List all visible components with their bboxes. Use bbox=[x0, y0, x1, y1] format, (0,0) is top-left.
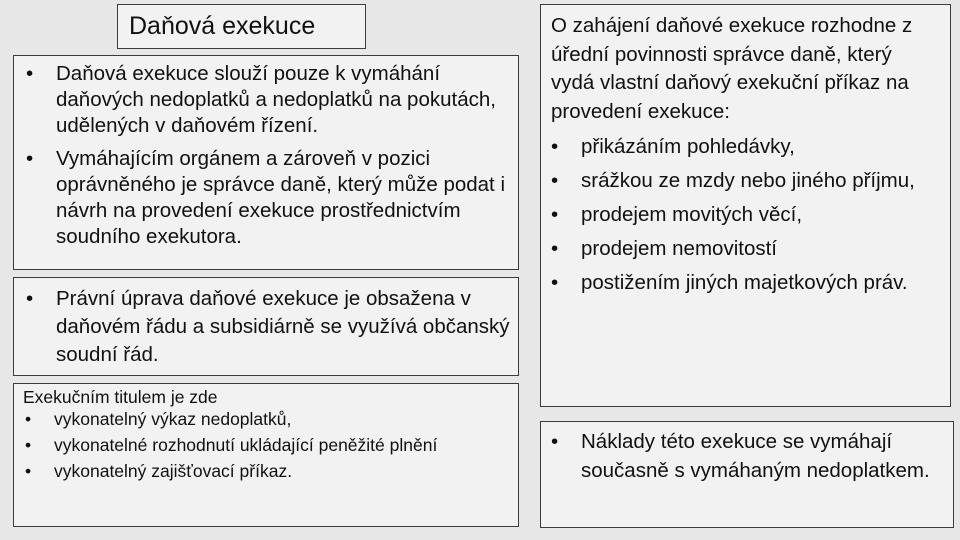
list-item bbox=[14, 61, 510, 139]
bullet-icon: • bbox=[25, 409, 32, 429]
legal-basis-box bbox=[13, 277, 519, 376]
bullet-icon: • bbox=[551, 271, 559, 294]
list-item-text: Vymáhajícím orgánem a zároveň v pozici oprávněného je správce daně, který může podat i návrh na provedení exekuce prostřednictvím soudního exekutora. bbox=[56, 147, 505, 248]
list-item-text: prodejem movitých věcí, bbox=[581, 203, 803, 226]
enforcement-title-box bbox=[13, 383, 519, 527]
list-item-text: srážkou ze mzdy nebo jiného příjmu, bbox=[581, 169, 915, 192]
bullet-icon: • bbox=[551, 135, 559, 158]
list-item-text: Daňová exekuce slouží pouze k vymáhání daňových nedoplatků a nedoplatků na pokutách, udělených v daňovém řízení. bbox=[56, 62, 496, 137]
list-item bbox=[14, 285, 510, 369]
bullet-icon: • bbox=[26, 62, 34, 85]
slide-title-box bbox=[117, 4, 366, 49]
slide-title: Daňová exekuce bbox=[129, 12, 316, 40]
list-item-text: vykonatelné rozhodnutí ukládající peněžité plnění bbox=[54, 435, 438, 455]
scope-list bbox=[14, 61, 510, 250]
list-item bbox=[23, 409, 510, 429]
list-item-text: prodejem nemovitostí bbox=[581, 237, 777, 260]
legal-basis-list bbox=[14, 285, 510, 369]
bullet-icon: • bbox=[25, 461, 32, 481]
bullet-icon: • bbox=[551, 203, 559, 226]
execution-methods-list bbox=[551, 134, 940, 296]
list-item-text: vykonatelný výkaz nedoplatků, bbox=[54, 409, 292, 429]
list-item-text: Právní úprava daňové exekuce je obsažena v daňovém řádu a subsidiárně se využívá občanský soudní řád. bbox=[56, 287, 510, 366]
bullet-icon: • bbox=[551, 169, 559, 192]
list-item bbox=[551, 236, 940, 262]
list-item bbox=[23, 435, 510, 455]
list-item bbox=[551, 202, 940, 228]
costs-box bbox=[540, 421, 954, 528]
list-item bbox=[551, 270, 940, 296]
scope-box bbox=[13, 55, 519, 270]
list-item-text: postižením jiných majetkových práv. bbox=[581, 271, 908, 294]
list-item bbox=[541, 427, 943, 485]
bullet-icon: • bbox=[26, 287, 34, 310]
list-item bbox=[14, 146, 510, 250]
list-item-text: Náklady této exekuce se vymáhají současně s vymáhaným nedoplatkem. bbox=[581, 430, 930, 482]
enforcement-title-heading: Exekučním titulem je zde bbox=[23, 387, 218, 407]
list-item bbox=[551, 134, 940, 160]
costs-list bbox=[541, 427, 943, 485]
bullet-icon: • bbox=[26, 147, 34, 170]
list-item-text: vykonatelný zajišťovací příkaz. bbox=[54, 461, 293, 481]
list-item bbox=[23, 461, 510, 481]
list-item-text: přikázáním pohledávky, bbox=[581, 135, 795, 158]
bullet-icon: • bbox=[551, 237, 559, 260]
bullet-icon: • bbox=[551, 430, 559, 453]
execution-methods-intro: O zahájení daňové exekuce rozhodne z úřední povinnosti správce daně, který vydá vlastní daňový exekuční příkaz na provedení exekuce: bbox=[551, 14, 913, 123]
bullet-icon: • bbox=[25, 435, 32, 455]
enforcement-title-list bbox=[23, 409, 510, 481]
execution-methods-box bbox=[540, 4, 951, 407]
list-item bbox=[551, 168, 940, 194]
